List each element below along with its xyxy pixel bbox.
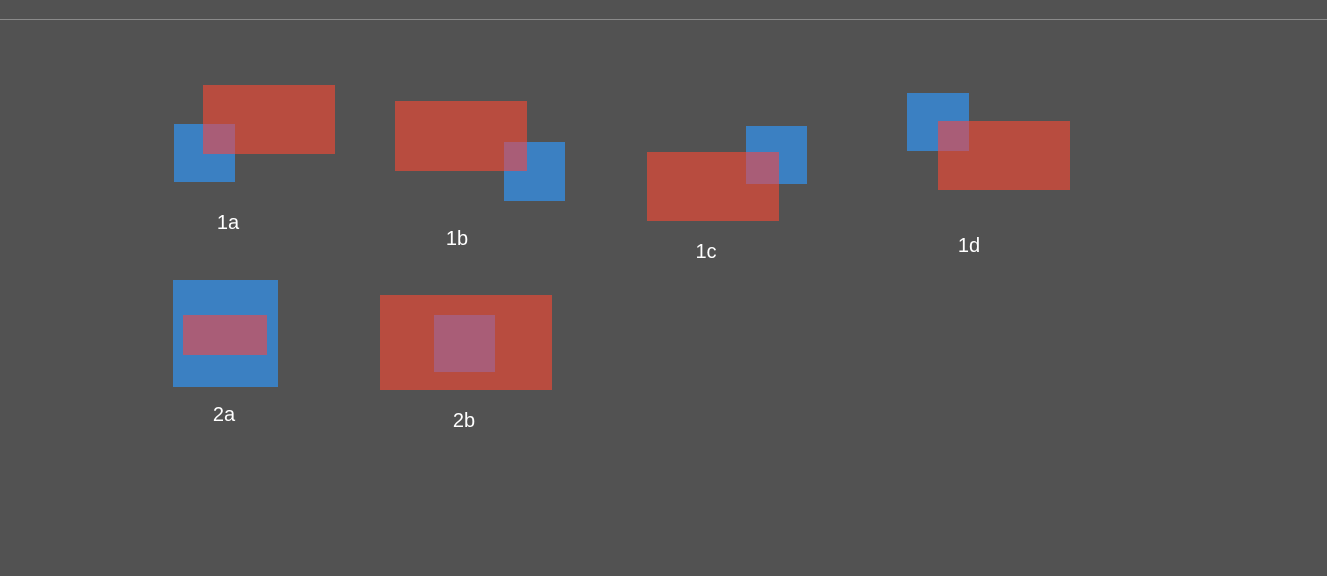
example-1d-overlap-region: [938, 121, 969, 151]
example-2b-blue-rect-contained: [434, 315, 495, 372]
example-1c-overlap-region: [746, 152, 779, 184]
example-1b-label: 1b: [445, 228, 469, 250]
example-1a-overlap-region: [203, 124, 235, 154]
example-1a-label: 1a: [216, 212, 240, 234]
example-1b-overlap-region: [504, 142, 527, 171]
example-1c-label: 1c: [695, 241, 717, 263]
example-1d-label: 1d: [957, 235, 981, 257]
example-2a-red-rect-contained: [183, 315, 267, 355]
example-2a-label: 2a: [212, 404, 236, 426]
example-2b-label: 2b: [452, 410, 476, 432]
